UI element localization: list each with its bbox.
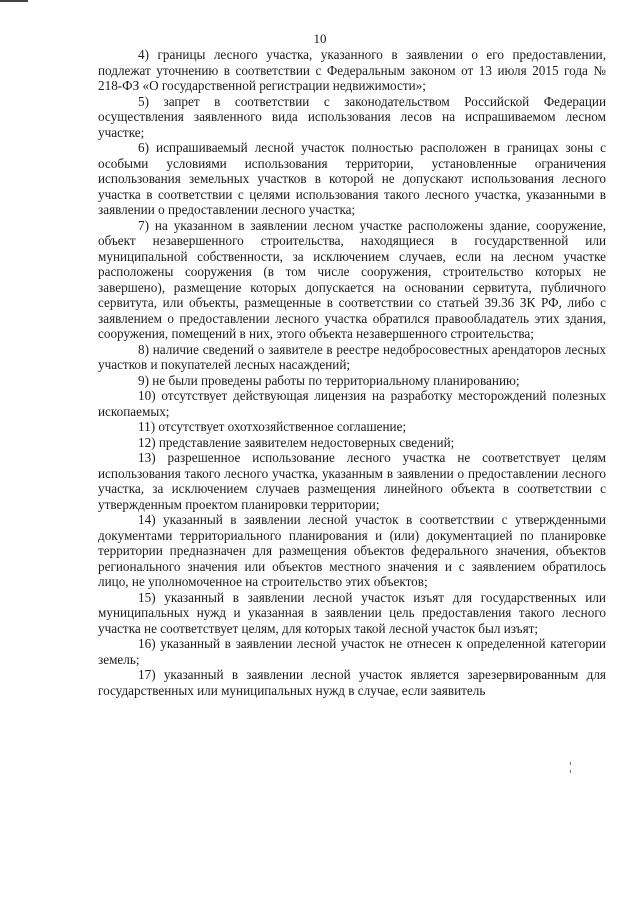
list-item-17: 17) указанный в заявлении лесной участок является зарезервированным для государственных или муниципальных нужд в случае, если заявитель [98, 667, 606, 698]
list-item-9: 9) не были проведены работы по территориальному планированию; [138, 372, 520, 388]
list-item-10: 10) отсутствует действующая лицензия на разработку месторождений полезных ископаемых; [98, 388, 606, 419]
list-item-11: 11) отсутствует охотхозяйственное соглашение; [138, 419, 407, 434]
list-item-5: 5) запрет в соответствии с законодательством Российской Федерации осуществления заявленного вида использования лесов на испрашиваемом лесном участке; [98, 93, 606, 140]
scan-speck [570, 770, 571, 773]
list-item-13: 13) разрешенное использование лесного участка не соответствует целям использования такого лесного участка, указанным в заявлении о предоставлении лесного участка, за исключением случаев размещения линейного объекта в соответствии с утвержденным проектом планировки территории; [98, 450, 606, 512]
list-item-14: 14) указанный в заявлении лесной участок в соответствии с утвержденными документами территориального планирования и (или) документацией по планировке территории предназначен для размещения объектов федерального значения, объектов регионального значения или объектов местного значения и с заявлением обратилось лицо, не уполномоченное на строительство этих объектов; [98, 512, 606, 589]
list-item-7: 7) на указанном в заявлении лесном участке расположены здание, сооружение, объект незавершенного строительства, находящиеся в государственной или муниципальной собственности, за исключением случаев, если на лесном участке расположены сооружения (в том числе сооружения, строительство которых не завершено), размещение которых допускается на основании сервитута, публичного сервитута, или объекты, размещенные в соответствии со статьей 39.36 ЗК РФ, либо с заявлением о предоставлении лесного участка обратился правообладатель этих здания, сооружения, помещений в них, этого объекта незавершенного строительства; [98, 217, 606, 341]
list-item-16: 16) указанный в заявлении лесной участок не отнесен к определенной категории земель; [98, 636, 606, 667]
list-item-12: 12) представление заявителем недостоверных сведений; [138, 434, 455, 450]
list-item-4: 4) границы лесного участка, указанного в заявлении о его предоставлении, подлежат уточнению в соответствии с Федеральным законом от 13 июля 2015 года № 218-ФЗ «О государственной регистрации недвижимости»; [98, 47, 606, 93]
page-number: 10 [313, 31, 327, 46]
list-item-8: 8) наличие сведений о заявителе в реестре недобросовестных арендаторов лесных участков и покупателей лесных насаждений; [98, 341, 606, 372]
list-item-6: 6) испрашиваемый лесной участок полностью расположен в границах зоны с особыми условиями использования территории, установленные ограничения использования земельных участков в которой не допускают использования лесного участка в соответствии с целями использования такого лесного участка, указанными в заявлении о предоставлении лесного участка; [98, 140, 606, 217]
scan-speck [570, 762, 571, 765]
document-body [98, 47, 606, 698]
scan-edge-mark [0, 0, 28, 2]
list-item-15: 15) указанный в заявлении лесной участок изъят для государственных или муниципальных нужд и указанная в заявлении цель предоставления такого лесного участка не соответствует целям, для которых такой лесной участок был изъят; [98, 589, 606, 636]
